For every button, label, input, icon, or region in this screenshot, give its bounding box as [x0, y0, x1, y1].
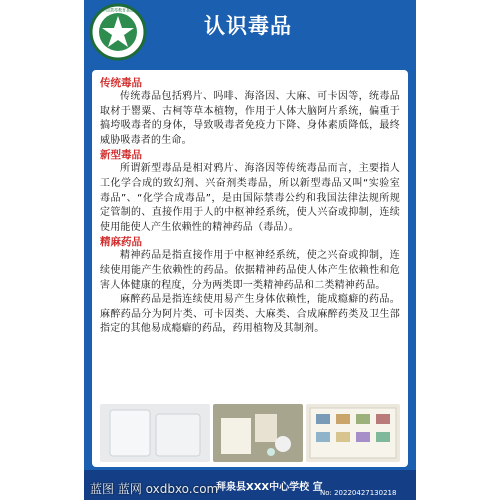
- photo-drug-samples-chart: [306, 404, 400, 462]
- powder-bags-icon: [100, 404, 210, 462]
- page-title: 认识毒品: [204, 14, 292, 38]
- section-psychotropic-narcotic-drugs: [100, 235, 400, 337]
- section-title: 精麻药品: [100, 236, 142, 249]
- section-paragraph: 麻醉药品是指连续使用易产生身体依赖性，能成瘾癖的药品。麻醉药品分为阿片类、可卡因类、大麻类、合成麻醉药类及卫生部指定的其他易成瘾癖的药品，药用植物及其制剂。: [100, 294, 400, 335]
- photo-pills-packages: [213, 404, 303, 462]
- content-panel: [92, 70, 408, 467]
- emblem-text: 中国禁毒教育基地: [102, 7, 134, 13]
- watermark: 蓝图 蓝网 oxdbxo.com: [90, 482, 219, 496]
- footer-number: No: 20220427130218: [320, 489, 397, 497]
- photo-white-powder: [100, 404, 210, 462]
- poster: [84, 0, 416, 500]
- emblem-icon: [88, 2, 148, 62]
- section-paragraph: 传统毒品包括鸦片、吗啡、海洛因、大麻、可卡因等，统毒品取材于罂粟、古柯等草本植物，作用于人体大脑阿片系统，偏重于搞垮吸毒者的身体，导致吸毒者免疫力下降、身体素质降低，最终威胁吸毒者的生命。: [100, 91, 400, 146]
- footer-school: 拜泉县XXX中心学校 宣: [216, 482, 323, 493]
- section-title: 新型毒品: [100, 149, 142, 162]
- sample-chart-icon: [306, 404, 400, 462]
- section-paragraph: 精神药品是指直接作用于中枢神经系统，使之兴奋或抑制，连续使用能产生依赖性的药品。依据精神药品使人体产生依赖性和危害人体健康的程度，分为两类即一类精神药品和二类精神药品。: [100, 250, 400, 291]
- section-new-drugs: [100, 148, 400, 235]
- header-bar: [84, 0, 416, 66]
- pill-packages-icon: [213, 404, 303, 462]
- section-paragraph: 所谓新型毒品是相对鸦片、海洛因等传统毒品而言，主要指人工化学合成的致幻剂、兴奋剂类毒品，所以新型毒品又叫“实验室毒品”、“化学合成毒品”，是由国际禁毒公约和我国法律法规所规定管制的、直接作用于人的中枢神经系统，使人兴奋或抑制，连续使用能使人产生依赖性的精神药品（毒品）。: [100, 163, 400, 233]
- section-traditional-drugs: [100, 76, 400, 148]
- content-body: [100, 76, 400, 337]
- section-title: 传统毒品: [100, 77, 142, 89]
- photo-strip: [100, 404, 400, 462]
